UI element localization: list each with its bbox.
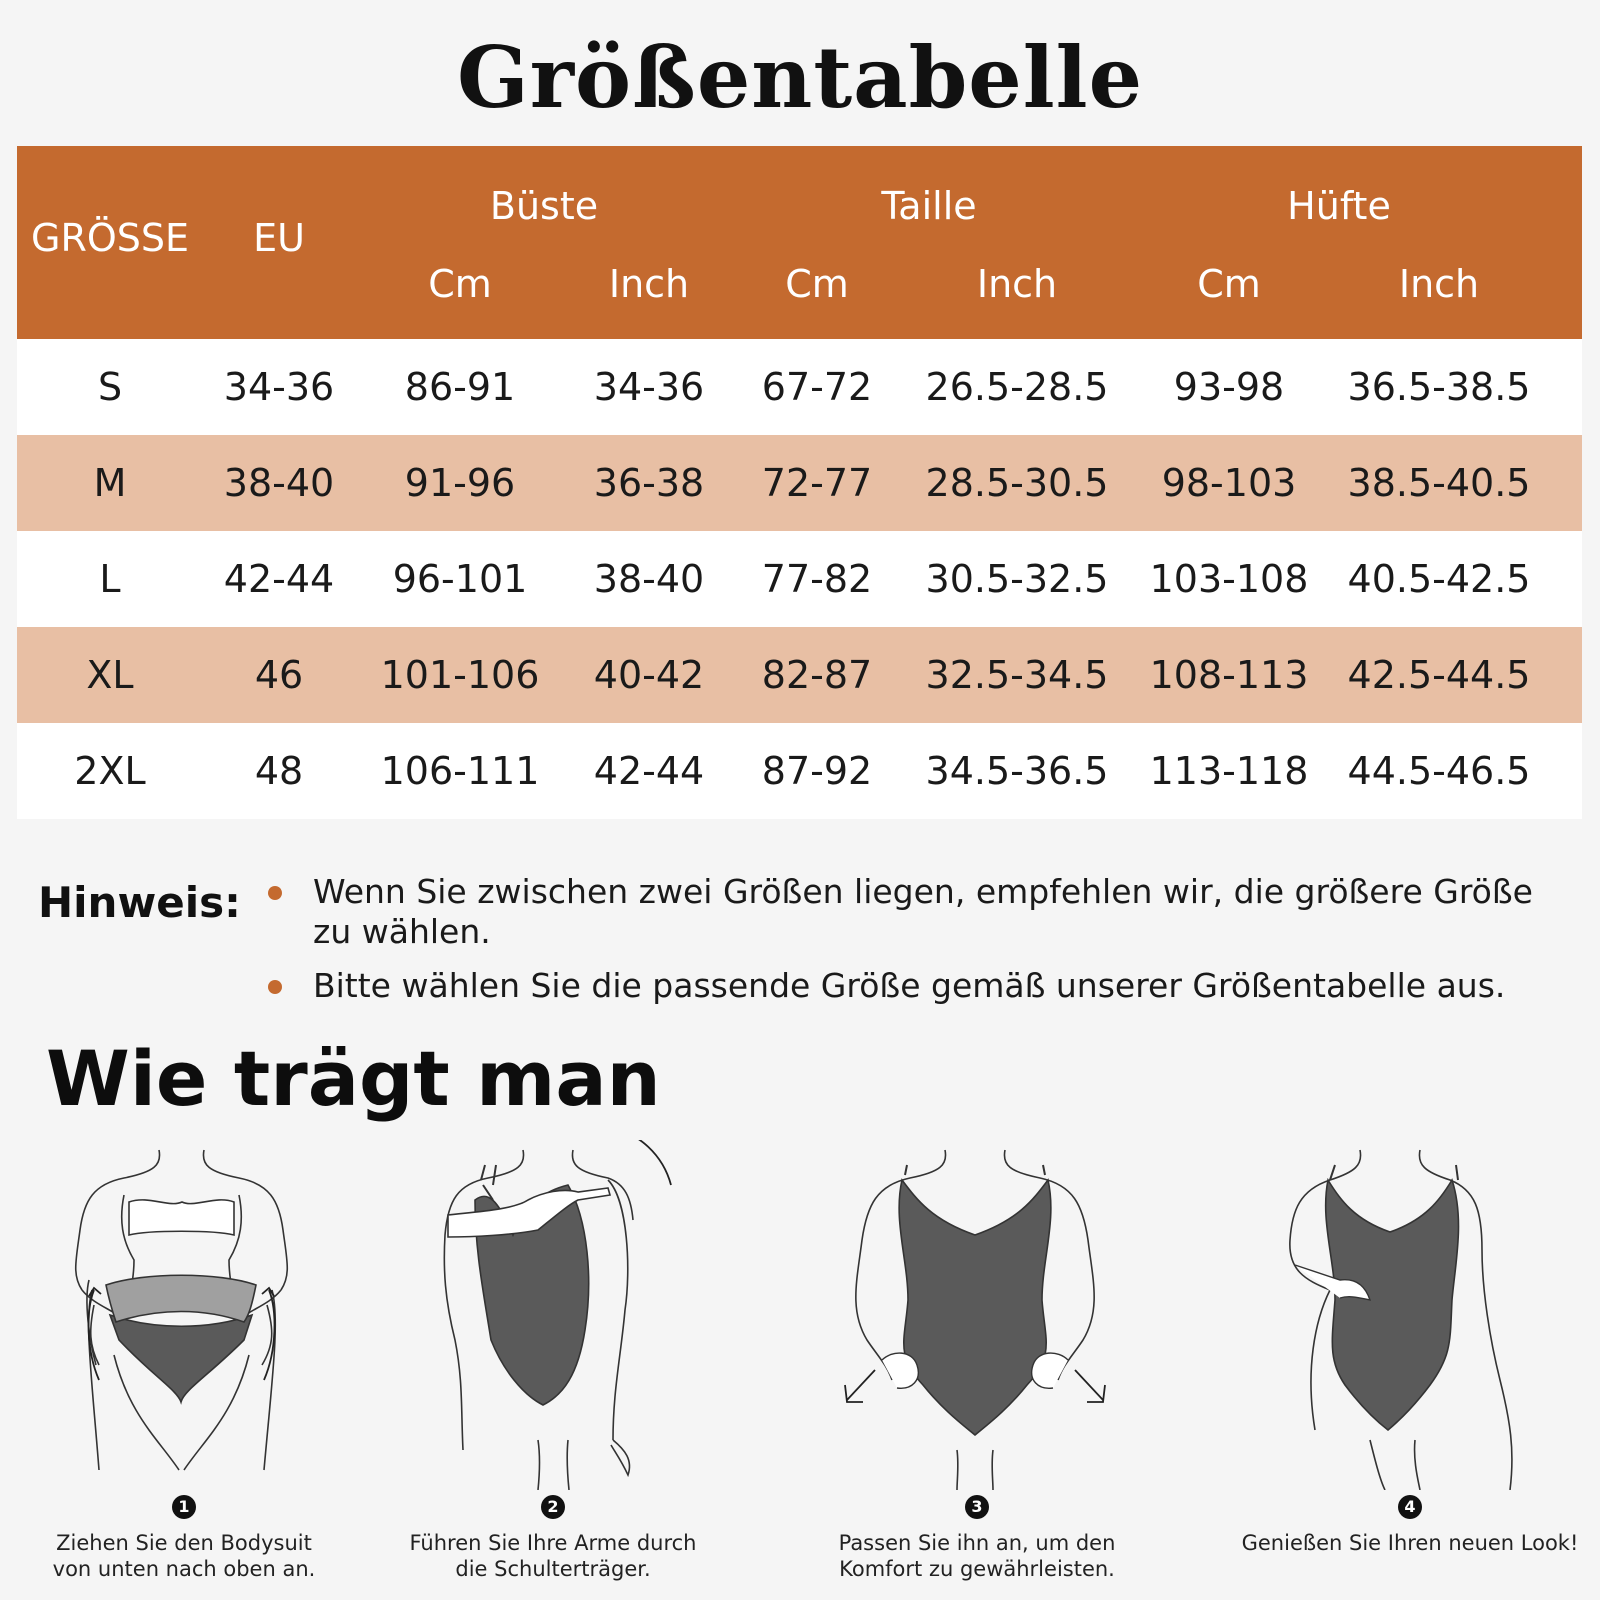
bullet-icon [268,980,282,994]
table-cell: 36-38 [593,461,705,505]
step-caption: Genießen Sie Ihren neuen Look! [1241,1531,1579,1555]
size-cell: L [99,557,121,601]
header-group-bust: Büste [489,184,599,228]
table-cell: 106-111 [380,749,540,793]
table-cell: 42-44 [223,557,335,601]
size-cell: XL [86,653,134,697]
table-cell: 34.5-36.5 [925,749,1109,793]
table-cell: 40.5-42.5 [1347,557,1531,601]
table-cell: 98-103 [1161,461,1297,505]
table-header [17,146,1582,339]
header-group-waist: Taille [881,184,977,228]
step-caption: Ziehen Sie den Bodysuit von unten nach oben an. [52,1531,316,1581]
size-cell: M [93,461,127,505]
table-cell: 108-113 [1149,653,1309,697]
table-cell: 34-36 [223,365,335,409]
table-cell: 32.5-34.5 [925,653,1109,697]
table-cell: 30.5-32.5 [925,557,1109,601]
bullet-icon [268,886,282,900]
step-number: 3 [965,1495,989,1519]
table-cell: 44.5-46.5 [1347,749,1531,793]
note-label: Hinweis: [38,878,241,927]
size-chart-table [17,146,1582,819]
step-3 [787,1140,1167,1600]
step-4 [1220,1140,1600,1600]
step-number: 1 [172,1495,196,1519]
header-eu: EU [253,216,305,260]
table-cell: 96-101 [392,557,528,601]
table-cell: 48 [254,749,304,793]
step-number: 4 [1398,1495,1422,1519]
table-row [17,723,1582,819]
table-cell: 67-72 [761,365,873,409]
page-title: Größentabelle [456,28,1144,127]
table-cell: 87-92 [761,749,873,793]
table-cell: 38-40 [593,557,705,601]
table-cell: 93-98 [1173,365,1285,409]
table-body [17,339,1582,819]
header-group-hip: Hüfte [1287,184,1391,228]
step-caption: Führen Sie Ihre Arme durch die Schulterträger. [409,1531,697,1581]
table-row [17,627,1582,723]
table-cell: 77-82 [761,557,873,601]
table-cell: 36.5-38.5 [1347,365,1531,409]
table-cell: 42.5-44.5 [1347,653,1531,697]
table-cell: 82-87 [761,653,873,697]
table-cell: 72-77 [761,461,873,505]
step-number: 2 [541,1495,565,1519]
size-cell: S [97,365,123,409]
table-cell: 101-106 [380,653,540,697]
table-cell: 113-118 [1149,749,1309,793]
header-unit: Cm [428,262,492,306]
header-size: GRÖSSE [30,216,190,260]
note-item: Bitte wählen Sie die passende Größe gemäß unserer Größentabelle aus. [268,966,1558,1006]
size-cell: 2XL [74,749,146,793]
step-4-illustration [1220,1140,1600,1490]
table-row [17,531,1582,627]
step-1-illustration [0,1140,374,1490]
table-row [17,435,1582,531]
howto-title: Wie trägt man [46,1034,661,1123]
header-unit: Cm [1197,262,1261,306]
step-1 [0,1140,374,1600]
table-row [17,339,1582,435]
header-unit: Inch [1398,262,1480,306]
table-cell: 38.5-40.5 [1347,461,1531,505]
table-cell: 28.5-30.5 [925,461,1109,505]
table-cell: 46 [254,653,304,697]
table-cell: 103-108 [1149,557,1309,601]
table-cell: 86-91 [404,365,516,409]
step-2-illustration [363,1140,743,1490]
table-cell: 91-96 [404,461,516,505]
header-unit: Inch [976,262,1058,306]
step-2 [363,1140,743,1600]
table-cell: 40-42 [593,653,705,697]
table-cell: 34-36 [593,365,705,409]
header-unit: Cm [785,262,849,306]
step-caption: Passen Sie ihn an, um den Komfort zu gewährleisten. [838,1531,1116,1581]
table-cell: 42-44 [593,749,705,793]
header-unit: Inch [608,262,690,306]
table-cell: 26.5-28.5 [925,365,1109,409]
step-3-illustration [787,1140,1167,1490]
table-cell: 38-40 [223,461,335,505]
note-item: Wenn Sie zwischen zwei Größen liegen, empfehlen wir, die größere Größe zu wählen. [268,872,1558,952]
